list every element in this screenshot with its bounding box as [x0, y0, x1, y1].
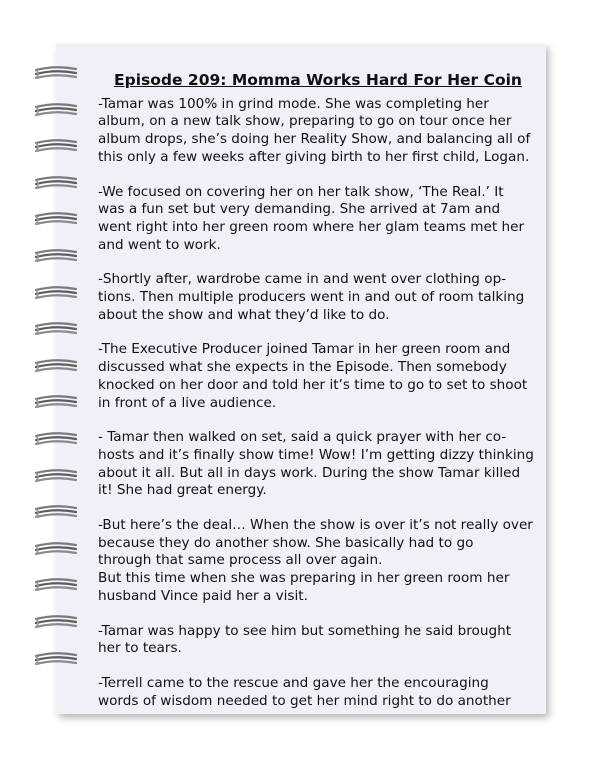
paragraph: - Tamar then walked on set, said a quick prayer with her co- hosts and it’s finally show time! Wow! I’m getting dizzy thinking about it all. But all in days work. During the show Tamar killed it! She had great energy. — [98, 429, 534, 499]
paragraph: -But here’s the deal… When the show is over it’s not really over because they do another show. She basically had to go through that same process all over again. But this time when she was preparing in her green room her husband Vince paid her a visit. — [98, 517, 533, 604]
page-title: Episode 209: Momma Works Hard For Her Coin — [114, 71, 522, 89]
spiral-ring-icon — [34, 101, 78, 121]
spiral-ring-icon — [34, 393, 78, 413]
spiral-ring-icon — [34, 284, 78, 304]
spiral-ring-icon — [34, 467, 78, 487]
paragraph: -Tamar was happy to see him but something he said brought her to tears. — [98, 622, 512, 657]
spiral-ring-icon — [34, 576, 78, 596]
paragraph: -The Executive Producer joined Tamar in her green room and discussed what she expects in the Episode. Then somebody knocked on her door and told her it’s time to go to set to shoot in front of a live audience. — [98, 341, 528, 411]
paragraph: -We focused on covering her on her talk show, ‘The Real.’ It was a fun set but very demanding. She arrived at 7am and went right into her green room where her glam teams met her and went to work. — [98, 183, 525, 253]
spiral-ring-icon — [34, 64, 78, 84]
spiral-ring-icon — [34, 247, 78, 267]
notebook-content — [98, 72, 538, 727]
spiral-ring-icon — [34, 503, 78, 523]
spiral-ring-icon — [34, 430, 78, 450]
spiral-ring-icon — [34, 174, 78, 194]
paragraph: -Tamar was 100% in grind mode. She was completing her album, on a new talk show, preparing to go on tour once her album drops, she’s doing her Reality Show, and balancing all of this only a few weeks after giving birth to her first child, Logan. — [98, 95, 531, 165]
spiral-ring-icon — [34, 613, 78, 633]
spiral-ring-icon — [34, 357, 78, 377]
paragraph-list — [98, 96, 538, 711]
paragraph: -Terrell came to the rescue and gave her the encouraging words of wisdom needed to get her mind right to do another — [98, 674, 511, 709]
paragraph: -Shortly after, wardrobe came in and went over clothing op- tions. Then multiple producers went in and out of room talking about the show and what they’d like to do. — [98, 271, 525, 323]
spiral-ring-icon — [34, 650, 78, 670]
spiral-ring-icon — [34, 137, 78, 157]
spiral-ring-icon — [34, 540, 78, 560]
spiral-binding — [34, 64, 78, 704]
spiral-ring-icon — [34, 210, 78, 230]
spiral-ring-icon — [34, 320, 78, 340]
